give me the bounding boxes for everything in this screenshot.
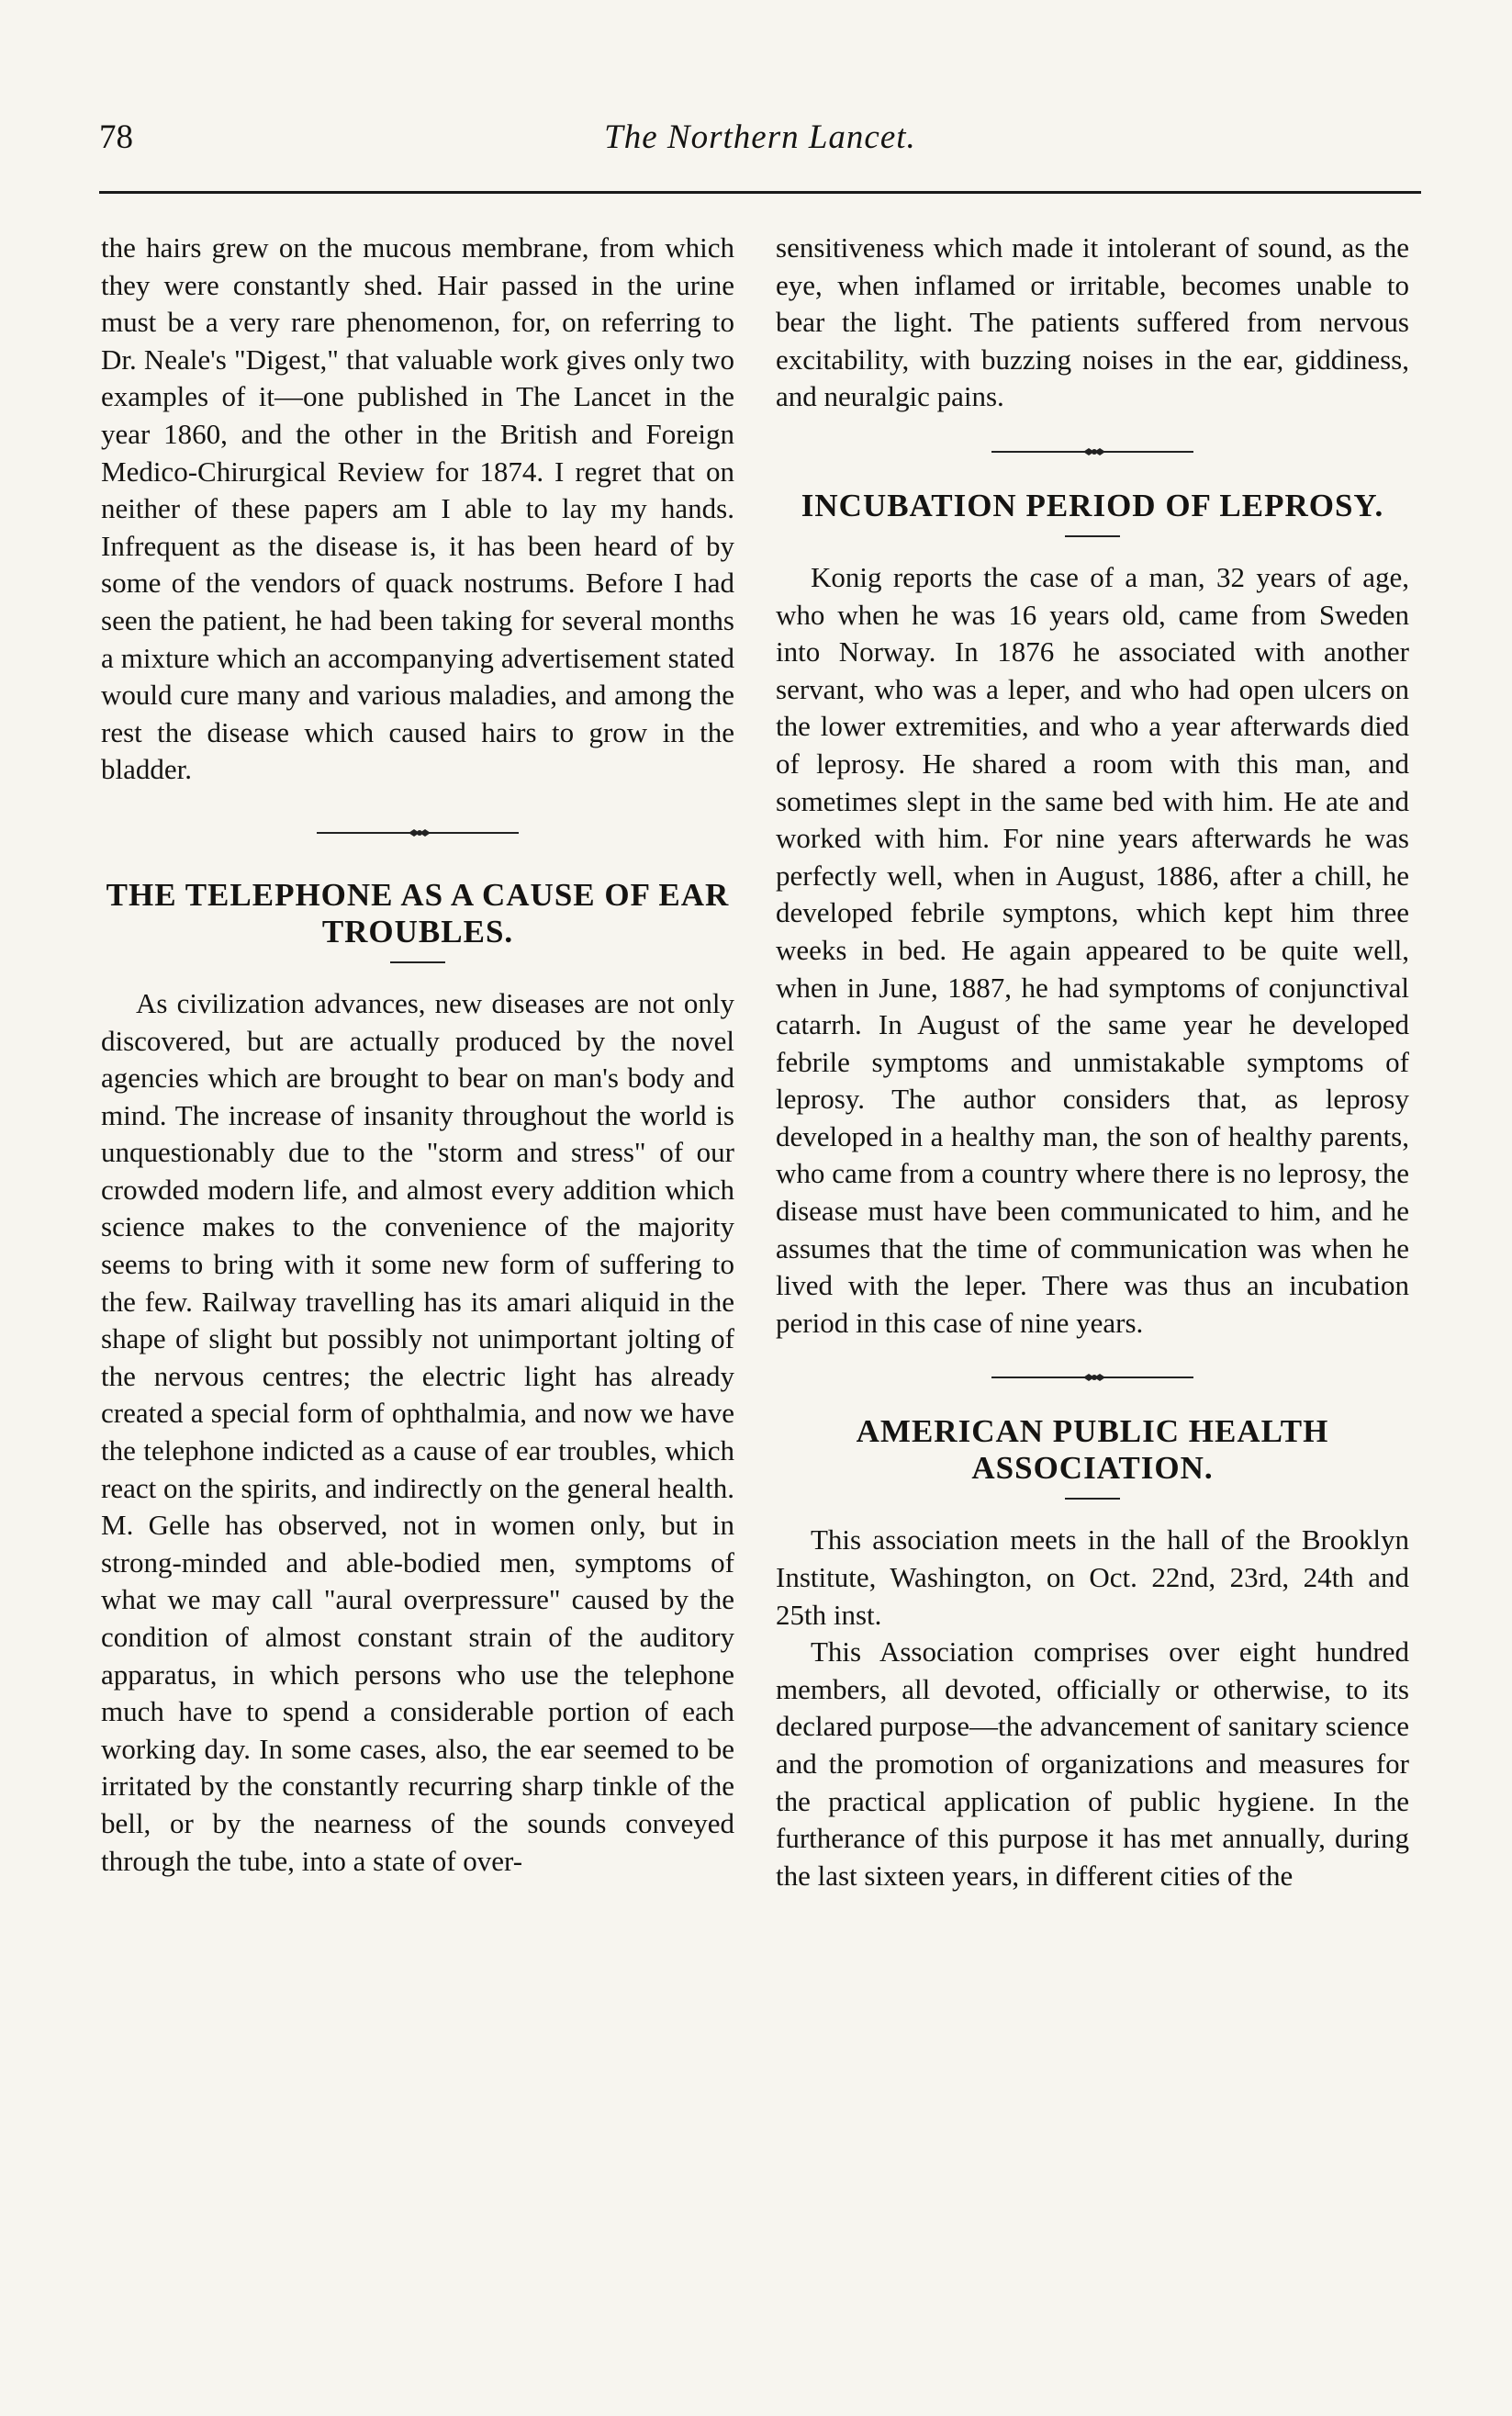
- continued-paragraph: the hairs grew on the mucous membrane, from which they were constantly shed. Hair passed in the urine must be a very rare phenomenon, for, on referring to Dr. Neale's "Digest," that valuable work gives only two examples of it—one published in The Lancet in the year 1860, and the other in the British and Foreign Medico-Chirurgical Review for 1874. I regret that on neither of these papers am I able to lay my hands. Infrequent as the disease is, it has been heard of by some of the vendors of quack nostrums. Before I had seen the patient, he had been taking for several months a mixture which an accompanying advertisement stated would cure many and various maladies, and among the rest the disease which caused hairs to grow in the bladder.: [101, 231, 734, 786]
- heading-rule: [1065, 535, 1120, 537]
- leprosy-body: Konig reports the case of a man, 32 years of age, who when he was 16 years old, came from Sweden into Norway. In 1876 he associated with another servant, who was a leper, and who had open ulcers on the lower extremities, and who a year afterwards died of leprosy. He shared a room with this man, and sometimes slept in the same bed with him. He ate and worked with him. For nine years afterwards he was perfectly well, when in August, 1886, after a chill, he developed febrile symptons, which kept him three weeks in bed. He again appeared to be quite well, when in June, 1887, he had symptoms of conjunctival catarrh. In August of the same year he developed febrile symptoms and unmistakable symptoms of leprosy. The author considers that, as leprosy developed in a healthy man, the son of healthy parents, who came from a country where there is no leprosy, the disease must have been communicated to him, and he assumes that the time of communication was when he lived with the leper. There was thus an incubation period in this case of nine years.: [776, 560, 1409, 1339]
- section-ornament: [101, 789, 734, 877]
- ornament-divider-icon: [991, 1371, 1193, 1384]
- heading-rule: [1065, 1498, 1120, 1500]
- right-column: [776, 230, 1409, 1894]
- leprosy-heading: INCUBATION PERIOD OF LEPROSY.: [801, 487, 1384, 523]
- heading-rule: [390, 961, 445, 963]
- running-title: The Northern Lancet.: [604, 118, 916, 156]
- apha-heading: AMERICAN PUBLIC HEALTH ASSOCIATION.: [856, 1413, 1329, 1487]
- telephone-body: As civilization advances, new diseases are not only discovered, but are actually produced by the novel agencies which are brought to bear on man's body and mind. The increase of insanity throughout the world is unquestionably due to the "storm and stress" of our crowded modern life, and almost every addition which science makes to the convenience of the majority seems to bring with it some new form of suffering to the few. Railway travelling has its amari aliquid in the shape of slight but possibly not unimportant jolting of the nervous centres; the electric light has already created a special form of ophthalmia, and now we have the telephone indicted as a cause of ear troubles, which react on the spirits, and indirectly on the general health. M. Gelle has observed, not in women only, but in strong-minded and able-bodied men, symptoms of what we may call "aural overpressure" caused by the condition of almost constant strain of the auditory apparatus, in which persons who use the telephone much have to spend a considerable portion of each working day. In some cases, also, the ear seemed to be irritated by the constantly recurring sharp tinkle of the bell, or by the nearness of the sounds conveyed through the tube, into a state of over-: [101, 986, 734, 1877]
- apha-para-1: This association meets in the hall of the Brooklyn Institute, Washington, on Oct. 22nd, 23rd, 24th and 25th inst.: [776, 1523, 1409, 1631]
- telephone-heading: THE TELEPHONE AS A CAUSE OF EAR TROUBLES.: [106, 876, 730, 950]
- telephone-continued: sensitiveness which made it intolerant of sound, as the eye, when inflamed or irritable, becomes unable to bear the light. The patients suffered from nervous excitability, with buzzing noises in the ear, giddiness, and neuralgic pains.: [776, 231, 1409, 413]
- apha-para-2: This Association comprises over eight hundred members, all devoted, officially or otherwise, to its declared purpose—the advancement of sanitary science and the promotion of organizations and measures for the practical application of public hygiene. In the furtherance of this purpose it has met annually, during the last sixteen years, in different cities of the: [776, 1635, 1409, 1892]
- ornament-divider-icon: [991, 445, 1193, 458]
- left-column: [101, 230, 734, 1880]
- page-number: 78: [99, 118, 133, 156]
- page-header: [99, 108, 1421, 173]
- section-ornament: [776, 1342, 1409, 1413]
- ornament-divider-icon: [317, 826, 519, 839]
- section-ornament: [776, 416, 1409, 488]
- header-rule: [99, 191, 1421, 194]
